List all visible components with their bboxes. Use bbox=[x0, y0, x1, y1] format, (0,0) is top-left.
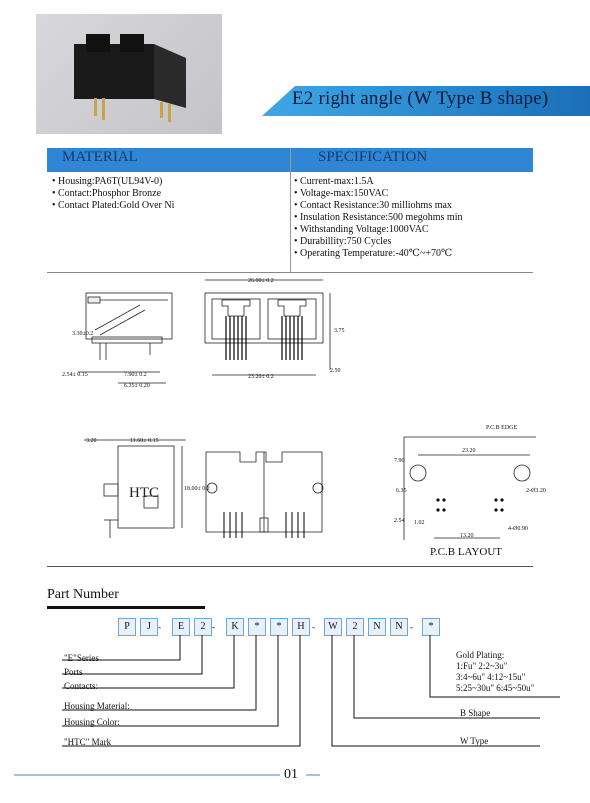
label-housing-color: Housing Color: bbox=[64, 717, 120, 727]
label-b-shape: B Shape bbox=[460, 708, 491, 718]
dim-label: 7.90± 0.2 bbox=[124, 372, 147, 378]
dim-label: 6.35± 0.20 bbox=[124, 383, 150, 389]
product-photo bbox=[36, 14, 222, 134]
label-housing-material: Housing Material: bbox=[64, 701, 130, 711]
spec-item: • Insulation Resistance:500 megohms min bbox=[294, 212, 463, 223]
pn-box: J bbox=[140, 618, 158, 636]
material-list bbox=[52, 176, 174, 212]
pn-dash: - bbox=[410, 622, 413, 632]
spec-item: • Operating Temperature:-40℃~+70℃ bbox=[294, 248, 453, 259]
pn-box: 2 bbox=[346, 618, 364, 636]
gold-plating-block bbox=[456, 650, 534, 694]
dim-label: 6.35 bbox=[396, 488, 407, 494]
front-view-drawing bbox=[205, 280, 330, 375]
dim-label: 7.90 bbox=[394, 458, 405, 464]
pn-box: P bbox=[118, 618, 136, 636]
spec-item: • Durabillity:750 Cycles bbox=[294, 236, 392, 247]
part-number-title: Part Number bbox=[47, 587, 119, 602]
spec-item: • Current-max:1.5A bbox=[294, 176, 374, 187]
specification-header: SPECIFICATION bbox=[318, 149, 428, 165]
pn-box: K bbox=[226, 618, 244, 636]
pn-box: 2 bbox=[194, 618, 212, 636]
technical-drawings bbox=[0, 270, 590, 560]
part-number-underline bbox=[47, 606, 205, 609]
label-series: "E"Series bbox=[64, 653, 99, 663]
pn-dash: - bbox=[212, 622, 215, 632]
dim-label: 23.20± 0.2 bbox=[248, 374, 274, 380]
dim-label: P.C.B EDGE bbox=[486, 425, 518, 431]
pn-box: W bbox=[324, 618, 342, 636]
front-view-pins bbox=[226, 316, 302, 360]
specification-list bbox=[294, 176, 462, 260]
pn-box: * bbox=[270, 618, 288, 636]
pn-box: * bbox=[248, 618, 266, 636]
pn-box: E bbox=[172, 618, 190, 636]
spec-item: • Withstanding Voltage:1000VAC bbox=[294, 224, 429, 235]
dim-label: 18.00± 0.2 bbox=[184, 486, 210, 492]
dim-label: 13.20 bbox=[460, 533, 474, 539]
dim-label: 2-Ø3.20 bbox=[526, 488, 546, 494]
brand-mark: HTC bbox=[129, 485, 159, 501]
dim-label: 2.50 bbox=[330, 368, 341, 374]
material-item: • Contact Plated:Gold Over Ni bbox=[52, 200, 175, 211]
pn-dash: - bbox=[312, 622, 315, 632]
gold-plating-title: Gold Plating: bbox=[456, 650, 505, 660]
material-header: MATERIAL bbox=[62, 149, 138, 165]
pn-box: H bbox=[292, 618, 310, 636]
dim-label: 23.20 bbox=[462, 448, 476, 454]
table-divider bbox=[290, 148, 291, 272]
pcb-layout-caption: P.C.B LAYOUT bbox=[430, 546, 503, 558]
label-w-type: W Type bbox=[460, 736, 489, 746]
material-item: • Contact:Phosphor Bronze bbox=[52, 188, 162, 199]
pn-box: N bbox=[390, 618, 408, 636]
dim-label: 11.60± 0.15 bbox=[130, 438, 159, 444]
dim-label: 4-Ø0.90 bbox=[508, 526, 528, 532]
material-item: • Housing:PA6T(UL94V-0) bbox=[52, 176, 163, 187]
dim-label: 2.54 bbox=[394, 518, 405, 524]
pn-dash: - bbox=[158, 622, 161, 632]
dim-label: 3.75 bbox=[334, 328, 345, 334]
page-number: 01 bbox=[284, 767, 298, 782]
label-htc-mark: "HTC" Mark bbox=[64, 737, 112, 747]
dim-label: 1.02 bbox=[414, 520, 425, 526]
side-view-drawing bbox=[78, 293, 172, 383]
pn-box: * bbox=[422, 618, 440, 636]
gold-plating-option: 1:Fu" 2:2~3u" bbox=[456, 661, 508, 671]
dim-label: 3.20 bbox=[86, 438, 97, 444]
pcb-holes bbox=[436, 498, 503, 511]
label-ports: Ports bbox=[64, 667, 83, 677]
dim-label: 3.30±0.2 bbox=[72, 331, 94, 337]
label-contacts: Contacts: bbox=[64, 681, 98, 691]
dim-label: 2.54± 0.15 bbox=[62, 372, 88, 378]
section-divider bbox=[47, 566, 533, 567]
spec-item: • Contact Resistance:30 milliohms max bbox=[294, 200, 452, 211]
pn-box: N bbox=[368, 618, 386, 636]
spec-item: • Voltage-max:150VAC bbox=[294, 188, 389, 199]
gold-plating-option: 3:4~6u" 4:12~15u" bbox=[456, 672, 526, 682]
dim-label: 26.00± 0.2 bbox=[248, 278, 274, 284]
gold-plating-option: 5:25~30u" 6:45~50u" bbox=[456, 683, 535, 693]
page-title: E2 right angle (W Type B shape) bbox=[292, 88, 549, 109]
